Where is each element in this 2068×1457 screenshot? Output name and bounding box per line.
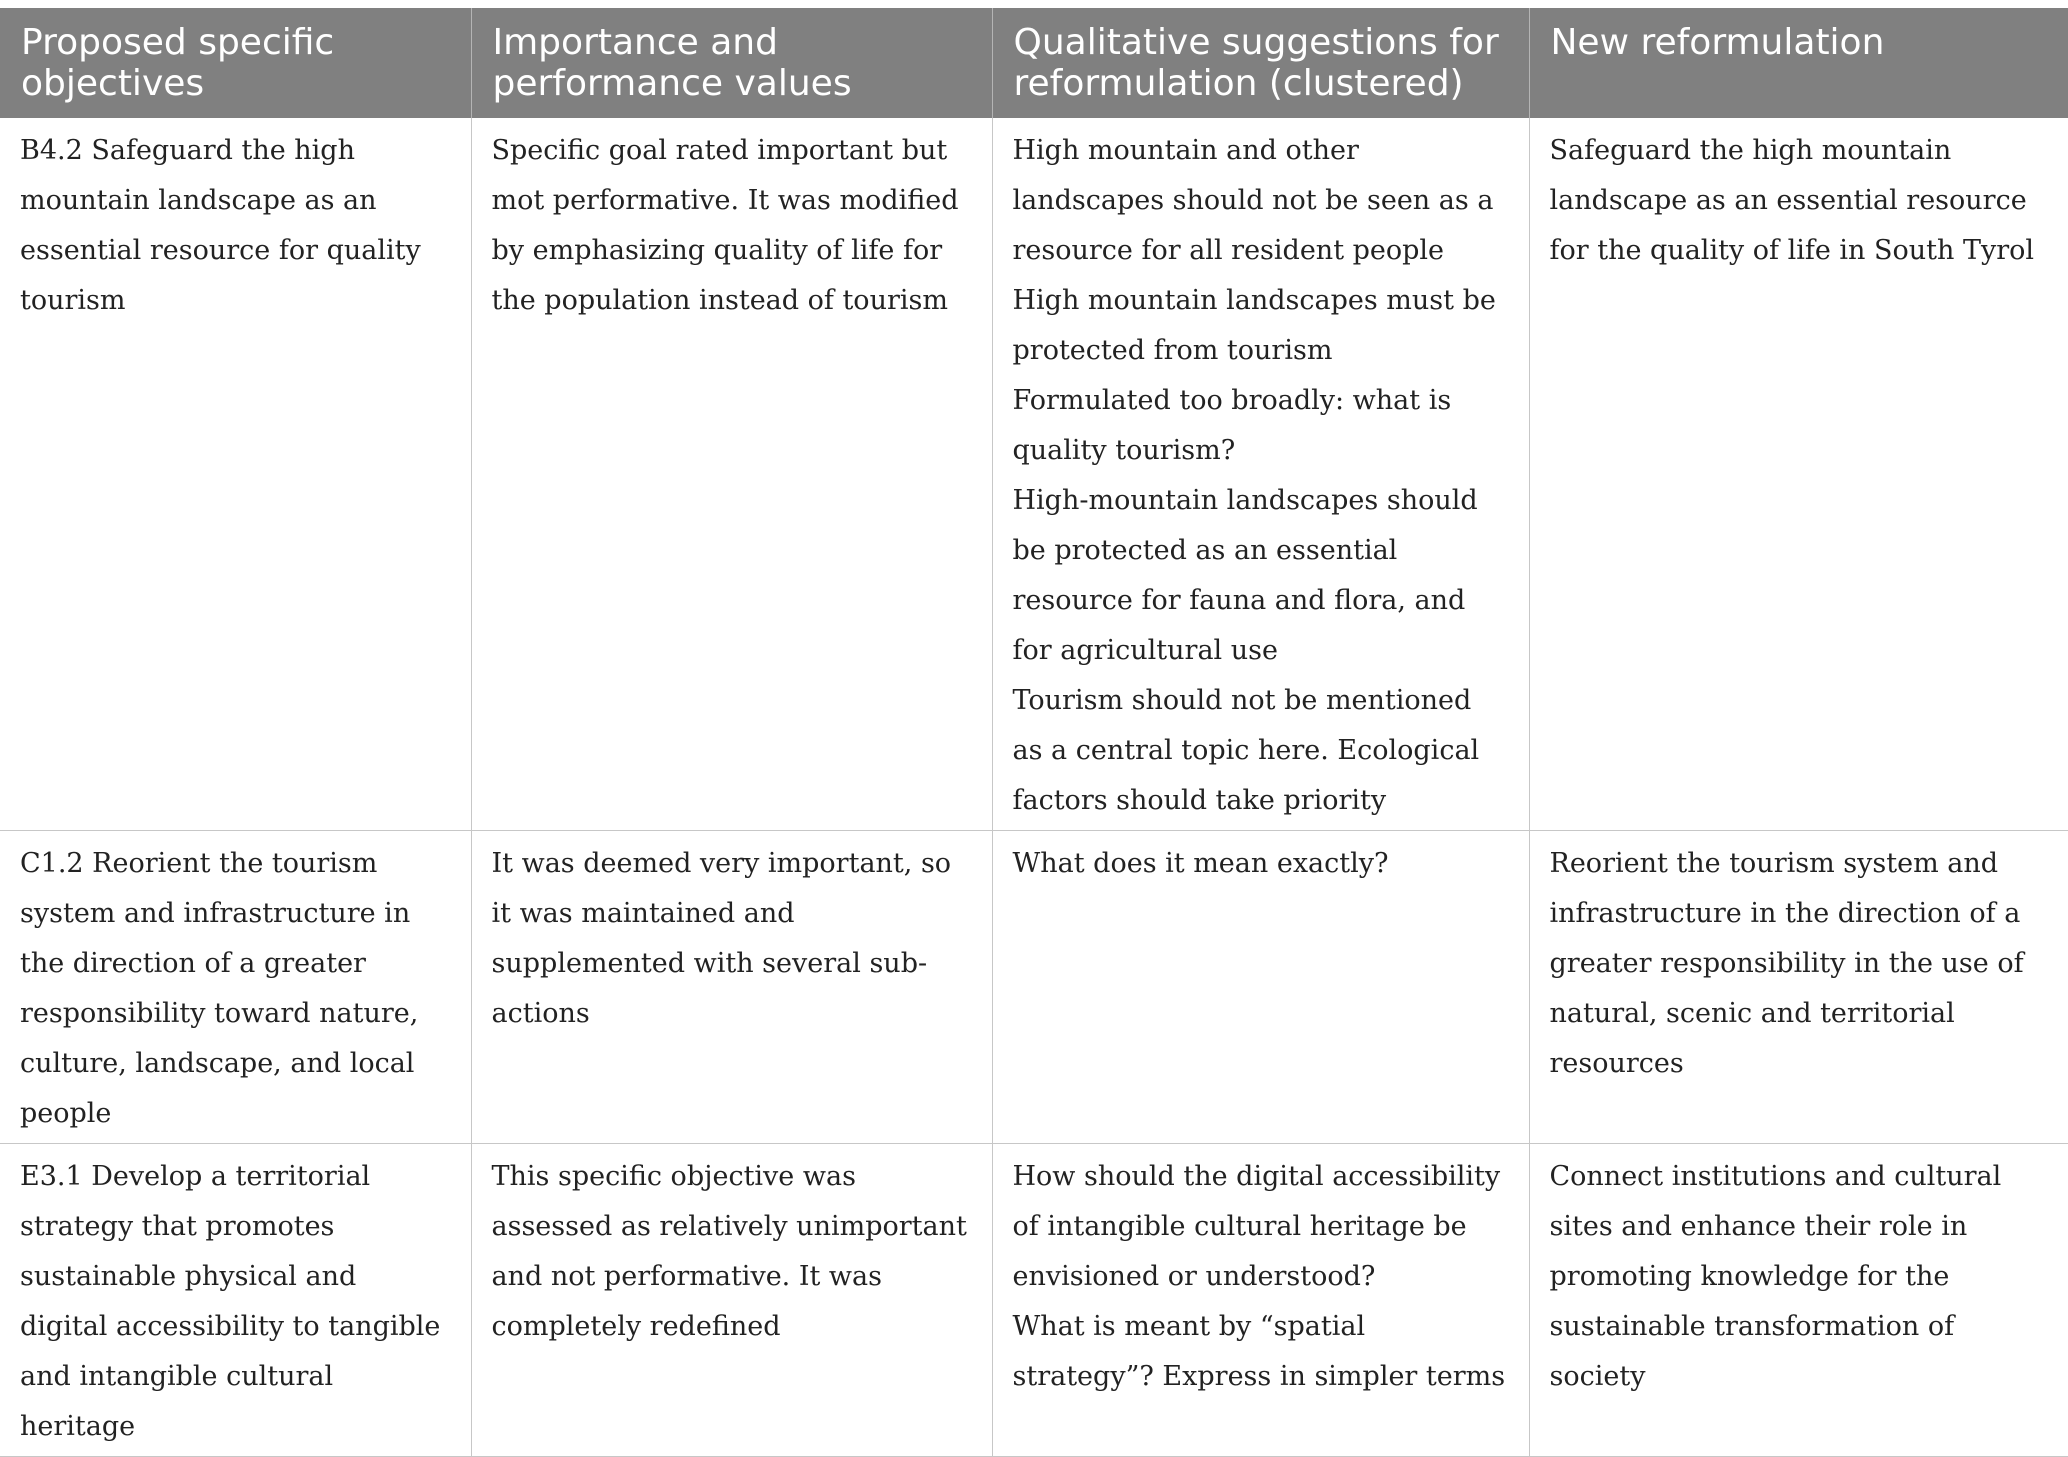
cell-objective: E3.1 Develop a territorial strategy that promotes sustainable physical and digital accessibility to tangible and intangible cultural heritage xyxy=(0,1144,471,1457)
cell-reformulation: Reorient the tourism system and infrastructure in the direction of a greater responsibility in the use of natural, scenic and territorial resources xyxy=(1529,831,2068,1144)
objectives-table-container xyxy=(0,8,2068,1457)
cell-values: Specific goal rated important but mot performative. It was modified by emphasizing quality of life for the population instead of tourism xyxy=(471,118,992,831)
cell-objective: B4.2 Safeguard the high mountain landscape as an essential resource for quality tourism xyxy=(0,118,471,831)
cell-values: This specific objective was assessed as relatively unimportant and not performative. It was completely redefined xyxy=(471,1144,992,1457)
cell-suggestions xyxy=(992,831,1529,1144)
suggestion-item: High mountain landscapes must be protected from tourism xyxy=(1012,285,1496,366)
suggestion-item: What is meant by “spatial strategy”? Express in simpler terms xyxy=(1012,1311,1506,1392)
suggestion-item: Tourism should not be mentioned as a central topic here. Ecological factors should take priority xyxy=(1012,685,1480,816)
cell-values: It was deemed very important, so it was maintained and supplemented with several sub-actions xyxy=(471,831,992,1144)
suggestion-item: What does it mean exactly? xyxy=(1012,848,1389,879)
cell-suggestions xyxy=(992,118,1529,831)
suggestion-item: High mountain and other landscapes should not be seen as a resource for all resident people xyxy=(1012,135,1494,266)
table-row xyxy=(0,118,2068,831)
cell-suggestions xyxy=(992,1144,1529,1457)
objectives-table xyxy=(0,8,2068,1457)
table-row xyxy=(0,831,2068,1144)
suggestion-item: Formulated too broadly: what is quality tourism? xyxy=(1012,385,1452,466)
table-row xyxy=(0,1144,2068,1457)
header-qualitative-suggestions: Qualitative suggestions for reformulation (clustered) xyxy=(992,8,1529,118)
table-header-row xyxy=(0,8,2068,118)
header-new-reformulation: New reformulation xyxy=(1550,22,1885,63)
cell-reformulation: Connect institutions and cultural sites and enhance their role in promoting knowledge for the sustainable transformation of society xyxy=(1529,1144,2068,1457)
cell-reformulation: Safeguard the high mountain landscape as an essential resource for the quality of life in South Tyrol xyxy=(1529,118,2068,831)
header-proposed-objectives: Proposed specific objectives xyxy=(0,8,471,118)
suggestion-item: How should the digital accessibility of intangible cultural heritage be envisioned or understood? xyxy=(1012,1161,1501,1292)
header-importance-performance: Importance and performance values xyxy=(471,8,992,118)
cell-objective: C1.2 Reorient the tourism system and infrastructure in the direction of a greater responsibility toward nature, culture, landscape, and local people xyxy=(0,831,471,1144)
suggestion-item: High-mountain landscapes should be protected as an essential resource for fauna and flora, and for agricultural use xyxy=(1012,485,1478,666)
